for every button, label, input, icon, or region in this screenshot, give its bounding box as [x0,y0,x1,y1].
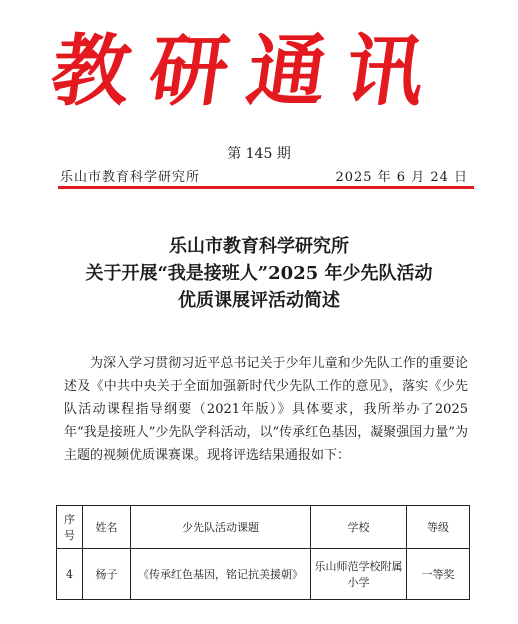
title-line-2: 关于开展“我是接班人”2025 年少先队活动 [85,263,433,284]
body-text [64,352,468,467]
document-title [0,233,518,314]
body-paragraph: 为深入学习贯彻习近平总书记关于少年儿童和少先队工作的重要论述及《中共中央关于全面加强新时代少先队工作的意见》，落实《少先队活动课程指导纲要（2021年版）》具体要求，我所举办了2025年“我是接班人”少先队学科活动，以“传承红色基因，凝聚强国力量”为主题的视频优质课赛课。现将评选结果通报如下： [64,356,468,463]
publish-date: 2025 年 6 月 24 日 [335,170,468,185]
header-meta-row [60,166,468,185]
cell-school: 乐山师范学校附属小学 [311,549,407,600]
header-number: 序号 [57,506,83,549]
header-topic: 少先队活动课题 [131,506,311,549]
publisher-name: 乐山市教育科学研究所 [60,170,201,185]
title-line-3: 优质课展评活动简述 [178,290,340,311]
issue-number: 第 145 期 [227,146,291,162]
cell-grade: 一等奖 [407,549,470,600]
cell-name: 杨子 [83,549,131,600]
table-row [57,549,470,600]
header-school: 学校 [311,506,407,549]
title-line-1: 乐山市教育科学研究所 [169,236,349,257]
masthead-title: 教研通讯 [45,26,451,117]
header-grade: 等级 [407,506,470,549]
results-table [56,505,470,600]
table-header-row [57,506,470,549]
red-divider [58,186,474,189]
header-name: 姓名 [83,506,131,549]
cell-topic: 《传承红色基因，铭记抗美援朝》 [131,549,311,600]
cell-number: 4 [57,549,83,600]
